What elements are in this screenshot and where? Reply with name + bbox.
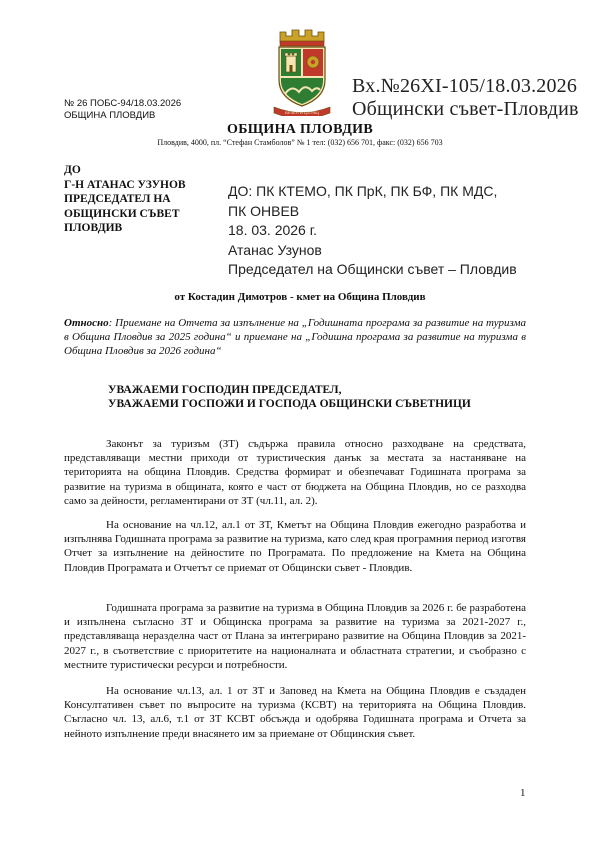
- salutation-line: УВАЖАЕМИ ГОСПОЖИ И ГОСПОДА ОБЩИНСКИ СЪВЕТНИЦИ: [108, 398, 471, 410]
- subject-text: : Приемане на Отчета за изпълнение на „Годишната програма за развитие на туризма в Община Пловдив за 2025 година“ и приемане на „Годишна програма за развитие на туризма в Община Пловдив за 2026 година“: [64, 317, 526, 357]
- addressee-line: ОБЩИНСКИ СЪВЕТ: [64, 207, 180, 220]
- registration-note: [64, 98, 181, 122]
- addressee-block: [64, 163, 186, 236]
- body-paragraph: Годишната програма за развитие на туризма в Община Пловдив за 2026 г. бе разработена и изпълнена съгласно ЗТ и Общинска програма за развитие на туризма за 2021-2027 г., представляваща неразделна част от Плана за интегрирано развитие на Община Пловдив за 2021-2027 г., в съответствие с приоритетите на националната и областната стратегии, и съобразно с местните туристически ресурси и потребности.: [64, 602, 526, 671]
- page-number: 1: [520, 787, 526, 799]
- addressee-line: ПЛОВДИВ: [64, 222, 123, 234]
- plovdiv-coat-of-arms-icon: [272, 28, 332, 116]
- resolution-line: ДО: ПК КТЕМО, ПК ПрК, ПК БФ, ПК МДС,: [228, 183, 498, 199]
- addressee-line: ПРЕДСЕДАТЕЛ НА: [64, 193, 171, 205]
- registration-number: № 26 ПОБС-94/18.03.2026: [64, 98, 182, 109]
- subject-label: Относно: [64, 317, 109, 329]
- stamp-number: Вх.№26XI-105/18.03.2026: [352, 75, 578, 97]
- crest-motto: ВЕЧЕН И ЦЪТЯЩ: [285, 110, 319, 115]
- body-paragraph: На основание на чл.12, ал.1 от ЗТ, Кметът на Община Пловдив ежегодно разработва и изпълнява Годишната програма за развитие на туризма, като след края програмния период изготвя Отчет за изпълнение на дейностите по Програмата. По предложение на Кмета на Община Пловдив Програмата и Отчетът се приемат от Общински съвет - Пловдив.: [64, 519, 526, 574]
- sender-line: от Костадин Димотров - кмет на Община Пловдив: [174, 291, 426, 303]
- addressee-line: ДО: [64, 164, 81, 176]
- resolution-line: Атанас Узунов: [228, 241, 322, 258]
- municipality-address: Пловдив, 4000, пл. “Стефан Стамболов” № 1 тел: (032) 656 701, факс: (032) 656 703: [157, 138, 443, 147]
- salutation-line: УВАЖАЕМИ ГОСПОДИН ПРЕДСЕДАТЕЛ,: [108, 384, 342, 396]
- salutation: [108, 383, 471, 411]
- registration-dept: ОБЩИНА ПЛОВДИВ: [64, 110, 156, 121]
- resolution-line: ПК ОНВЕВ: [228, 202, 300, 219]
- stamp-org: Общински съвет-Пловдив: [352, 98, 579, 120]
- body-paragraph: Законът за туризъм (ЗТ) съдържа правила относно разходване на средствата, представляващи местни приходи от туристическия данък за местата за настаняване на територията на община Пловдив. Средства формират и обезпечават Годишната програма за развитие на туризма в общината, която е част от бюджета на Община Пловдив, но се разходва само за дейности, регламентирани от ЗТ (чл.11, ал. 2).: [64, 438, 526, 507]
- municipality-title: ОБЩИНА ПЛОВДИВ: [227, 122, 373, 137]
- resolution-line: Председател на Общински съвет – Пловдив: [228, 261, 517, 277]
- handwritten-resolution: [228, 182, 517, 280]
- addressee-line: Г-Н АТАНАС УЗУНОВ: [64, 178, 186, 191]
- subject-block: [64, 316, 526, 358]
- incoming-stamp: [352, 75, 579, 121]
- body-paragraph: На основание чл.13, ал. 1 от ЗТ и Заповед на Кмета на Община Пловдив е създаден Консултативен съвет по въпросите на туризма (КСВТ) на територията на Община Пловдив. Съгласно чл. 13, ал.6, т.1 от ЗТ КСВТ обсъжда и одобрява Годишната програма и Отчета за нейното изпълнение преди внасянето им за приемане от Общинския съвет.: [64, 685, 526, 740]
- resolution-line: 18. 03. 2026 г.: [228, 222, 318, 238]
